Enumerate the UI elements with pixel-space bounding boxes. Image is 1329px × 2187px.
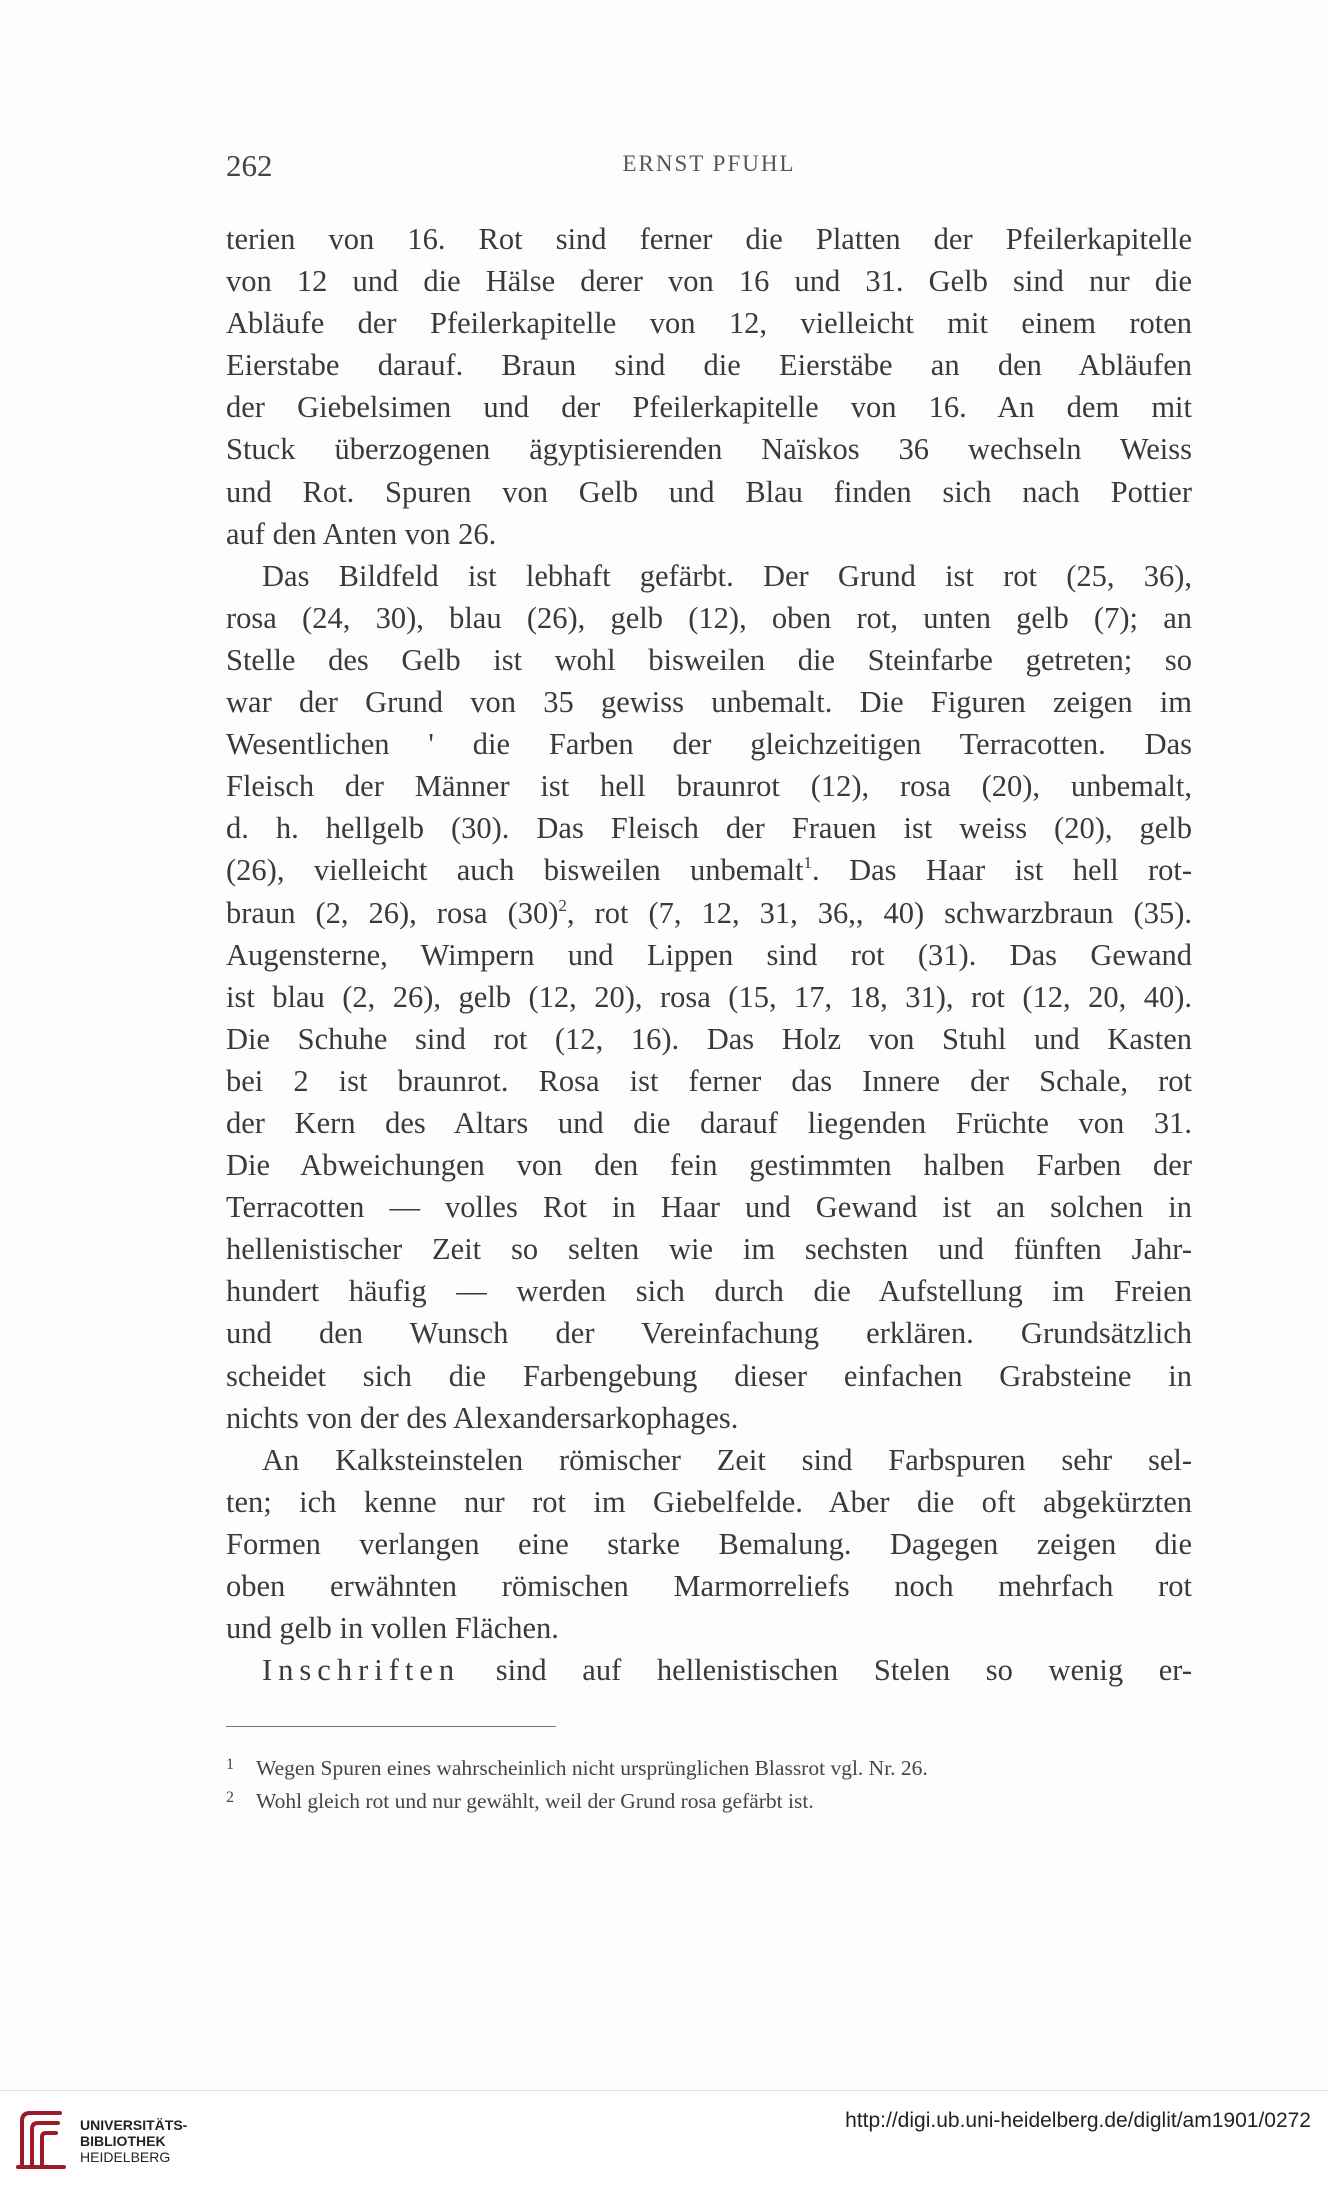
text-line: hundert häufig — werden sich durch die Aufstellung im Freien [226, 1274, 1192, 1309]
text-line: und den Wunsch der Vereinfachung erklären. Grundsätzlich [226, 1316, 1192, 1351]
text-line: der Kern des Altars und die darauf liegenden Früchte von 31. [226, 1105, 1192, 1140]
text-line: Die Schuhe sind rot (12, 16). Das Holz von Stuhl und Kasten [226, 1021, 1192, 1056]
text-line: Wesentlichen ' die Farben der gleichzeitigen Terracotten. Das [226, 727, 1192, 762]
text-line: Formen verlangen eine starke Bemalung. Dagegen zeigen die [226, 1526, 1192, 1561]
footnote-divider [226, 1726, 556, 1727]
text-line: An Kalksteinstelen römischer Zeit sind Farbspuren sehr sel- [262, 1442, 1192, 1477]
permalink-url[interactable]: http://digi.ub.uni-heidelberg.de/diglit/am1901/0272 [845, 2109, 1311, 2132]
text-line: war der Grund von 35 gewiss unbemalt. Die Figuren zeigen im [226, 685, 1192, 720]
page-number: 262 [226, 148, 273, 183]
text-line: ten; ich kenne nur rot im Giebelfelde. Aber die oft abgekürzten [226, 1484, 1192, 1519]
footnote [226, 1748, 1192, 1781]
viewer-footer [0, 2090, 1329, 2187]
text-line-with-footnote [226, 892, 1192, 934]
text-line: d. h. hellgelb (30). Das Fleisch der Frauen ist weiss (20), gelb [226, 811, 1192, 846]
text-line: Abläufe der Pfeilerkapitelle von 12, vielleicht mit einem roten [226, 306, 1192, 341]
text-line: terien von 16. Rot sind ferner die Platten der Pfeilerkapitelle [226, 222, 1192, 256]
text-line: Stuck überzogenen ägyptisierenden Naïskos 36 wechseln Weiss [226, 432, 1192, 467]
library-name-line: HEIDELBERG [80, 2149, 171, 2165]
library-logo-icon [14, 2107, 68, 2173]
footnote-ref: 2 [558, 895, 567, 915]
text-line: auf den Anten von 26. [226, 516, 497, 551]
footnote-ref: 1 [803, 853, 813, 873]
text-line: bei 2 ist braunrot. Rosa ist ferner das Innere der Schale, rot [226, 1063, 1192, 1098]
body-text [226, 218, 1192, 1691]
text-line: von 12 und die Hälse derer von 16 und 31. Gelb sind nur die [226, 264, 1192, 299]
library-name-line: BIBLIOTHEK [80, 2133, 166, 2149]
text-line: scheidet sich die Farbengebung dieser einfachen Grabsteine in [226, 1358, 1192, 1393]
text-line: rosa (24, 30), blau (26), gelb (12), oben rot, unten gelb (7); an [226, 600, 1192, 635]
text-line: ist blau (2, 26), gelb (12, 20), rosa (15, 17, 18, 31), rot (12, 20, 40). [226, 979, 1192, 1014]
text-segment: . Das Haar ist hell rot- [812, 853, 1192, 888]
text-line [226, 1649, 1192, 1691]
text-line: Fleisch der Männer ist hell braunrot (12), rosa (20), unbemalt, [226, 769, 1192, 804]
library-name-line: UNIVERSITÄTS- [80, 2117, 188, 2133]
running-title: ERNST PFUHL [622, 151, 796, 176]
footnote-mark: 1 [226, 1756, 234, 1773]
spaced-heading-word: Inschriften [262, 1653, 461, 1688]
text-line: nichts von der des Alexandersarkophages. [226, 1400, 739, 1435]
footnote [226, 1781, 1192, 1814]
text-segment: , rot (7, 12, 31, 36,, 40) schwarzbraun (35). [566, 895, 1192, 930]
text-line: und Rot. Spuren von Gelb und Blau finden sich nach Pottier [226, 474, 1192, 509]
text-line: hellenistischer Zeit so selten wie im sechsten und fünften Jahr- [226, 1232, 1192, 1267]
text-segment: sind auf hellenistischen Stelen so wenig er- [495, 1653, 1192, 1688]
footnote-mark: 2 [226, 1789, 234, 1806]
text-line: Stelle des Gelb ist wohl bisweilen die Steinfarbe getreten; so [226, 642, 1192, 677]
footnotes [226, 1748, 1192, 1814]
text-line: Augensterne, Wimpern und Lippen sind rot (31). Das Gewand [226, 937, 1192, 972]
text-segment: (26), vielleicht auch bisweilen unbemalt [226, 853, 804, 888]
text-line: Terracotten — volles Rot in Haar und Gewand ist an solchen in [226, 1190, 1192, 1225]
text-line-with-footnote [226, 849, 1192, 891]
text-line: der Giebelsimen und der Pfeilerkapitelle von 16. An dem mit [226, 390, 1192, 425]
footnote-text: Wegen Spuren eines wahrscheinlich nicht ursprünglichen Blassrot vgl. Nr. 26. [256, 1756, 928, 1780]
text-line: Die Abweichungen von den fein gestimmten halben Farben der [226, 1148, 1192, 1183]
text-line: Eierstabe darauf. Braun sind die Eierstäbe an den Abläufen [226, 348, 1192, 383]
text-line: oben erwähnten römischen Marmorreliefs noch mehrfach rot [226, 1569, 1192, 1603]
text-line: Das Bildfeld ist lebhaft gefärbt. Der Grund ist rot (25, 36), [262, 558, 1192, 593]
text-segment: braun (2, 26), rosa (30) [226, 895, 559, 930]
page-header [226, 148, 1192, 188]
footnote-text: Wohl gleich rot und nur gewählt, weil der Grund rosa gefärbt ist. [256, 1789, 814, 1813]
text-line: und gelb in vollen Flächen. [226, 1611, 559, 1646]
library-name [80, 2117, 187, 2165]
